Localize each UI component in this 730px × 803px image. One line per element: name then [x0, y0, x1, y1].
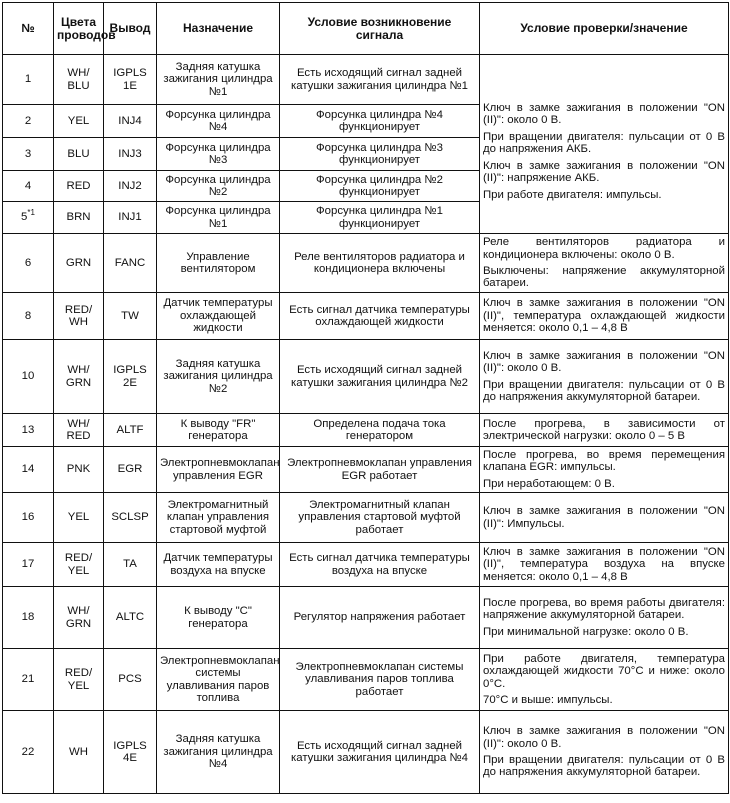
- check-paragraph: Ключ в замке зажигания в положении "ON (II)": напряжение АКБ.: [483, 159, 725, 185]
- terminal-name: INJ1: [104, 202, 157, 234]
- table-row: [3, 414, 729, 447]
- signal-condition-cell: Есть исходящий сигнал задней катушки зажигания цилиндра №2: [280, 340, 480, 414]
- purpose-cell: Задняя катушка зажигания цилиндра №1: [157, 55, 280, 105]
- signal-condition-cell: Есть сигнал датчика температуры воздуха на впуске: [280, 543, 480, 587]
- wire-color: WH: [54, 711, 104, 794]
- check-paragraph: При вращении двигателя: пульсации от 0 В до напряжения АКБ.: [483, 130, 725, 156]
- signal-condition-cell: Форсунка цилиндра №4 функционирует: [280, 105, 480, 138]
- wire-color: BLU: [54, 138, 104, 171]
- wire-color: YEL: [54, 105, 104, 138]
- terminal-name: TW: [104, 293, 157, 340]
- purpose-cell: Задняя катушка зажигания цилиндра №4: [157, 711, 280, 794]
- terminal-name: FANC: [104, 234, 157, 293]
- header-wire-color: Цвета проводов: [54, 3, 104, 55]
- terminal-name: TA: [104, 543, 157, 587]
- check-cell: [480, 414, 729, 447]
- pin-number: 17: [3, 543, 54, 587]
- terminal-name: EGR: [104, 447, 157, 493]
- check-cell: [480, 447, 729, 493]
- check-paragraph: 70°С и выше: импульсы.: [483, 693, 613, 706]
- check-paragraph: Ключ в замке зажигания в положении "ON (II)": Импульсы.: [483, 505, 725, 530]
- table-row: [3, 587, 729, 649]
- header-num: №: [3, 3, 54, 55]
- header-signal-condition: Условие возникновение сигнала: [280, 3, 480, 55]
- check-cell: [480, 587, 729, 649]
- check-cell: [480, 340, 729, 414]
- pin-number: 4: [3, 171, 54, 202]
- signal-condition-cell: Форсунка цилиндра №1 функционирует: [280, 202, 480, 234]
- footnote-mark: *1: [27, 208, 35, 218]
- purpose-cell: К выводу "FR" генератора: [157, 414, 280, 447]
- wire-color: PNK: [54, 447, 104, 493]
- signal-condition-cell: Электромагнитный клапан управления стартовой муфтой работает: [280, 493, 480, 543]
- wire-color: WH/ GRN: [54, 587, 104, 649]
- check-paragraph: Ключ в замке зажигания в положении "ON (II)": около 0 В.: [483, 102, 725, 127]
- table-row: [3, 340, 729, 414]
- pin-number: 3: [3, 138, 54, 171]
- check-cell: [480, 649, 729, 711]
- pin-number: 10: [3, 340, 54, 414]
- check-paragraph: Ключ в замке зажигания в положении "ON (II)", температура воздуха на впуске меняется: около 0,1 – 4,8 В: [483, 545, 725, 583]
- signal-condition-cell: Электропневмоклапан управления EGR работает: [280, 447, 480, 493]
- purpose-cell: Задняя катушка зажигания цилиндра №2: [157, 340, 280, 414]
- table-row: [3, 493, 729, 543]
- terminal-name: ALTC: [104, 587, 157, 649]
- signal-condition-cell: Определена подача тока генератором: [280, 414, 480, 447]
- wire-color: WH/ GRN: [54, 340, 104, 414]
- purpose-cell: Датчик температуры воздуха на впуске: [157, 543, 280, 587]
- purpose-cell: Управление вентилятором: [157, 234, 280, 293]
- header-check-condition: Условие проверки/значение: [480, 3, 729, 55]
- purpose-cell: Электропневмоклапан управления EGR: [157, 447, 280, 493]
- wire-color: WH/ BLU: [54, 55, 104, 105]
- signal-condition-cell: Регулятор напряжения работает: [280, 587, 480, 649]
- pin-number: 14: [3, 447, 54, 493]
- purpose-cell: Электропневмоклапан системы улавливания паров топлива: [157, 649, 280, 711]
- signal-condition-cell: Форсунка цилиндра №2 функционирует: [280, 171, 480, 202]
- check-paragraph: При неработающем: 0 В.: [483, 477, 615, 490]
- terminal-name: IGPLS 2E: [104, 340, 157, 414]
- purpose-cell: Форсунка цилиндра №4: [157, 105, 280, 138]
- pin-number: 1: [3, 55, 54, 105]
- pin-number: 18: [3, 587, 54, 649]
- table-row: [3, 711, 729, 794]
- wire-color: RED/ YEL: [54, 649, 104, 711]
- terminal-name: ALTF: [104, 414, 157, 447]
- purpose-cell: Электромагнитный клапан управления стартовой муфтой: [157, 493, 280, 543]
- pin-number: 21: [3, 649, 54, 711]
- check-paragraph: Реле вентиляторов радиатора и кондиционера включены: около 0 В.: [483, 236, 725, 261]
- wire-color: BRN: [54, 202, 104, 234]
- table-row: [3, 543, 729, 587]
- signal-condition-cell: Есть исходящий сигнал задней катушки зажигания цилиндра №1: [280, 55, 480, 105]
- check-paragraph: После прогрева, во время работы двигателя: напряжение аккумуляторной батареи.: [483, 596, 725, 622]
- check-paragraph: При работе двигателя, температура охлаждающей жидкости 70°С и ниже: около 0°С.: [483, 652, 725, 690]
- purpose-cell: К выводу "C" генератора: [157, 587, 280, 649]
- terminal-name: PCS: [104, 649, 157, 711]
- wire-color: YEL: [54, 493, 104, 543]
- signal-condition-cell: Есть исходящий сигнал задней катушки зажигания цилиндра №4: [280, 711, 480, 794]
- check-paragraph: Ключ в замке зажигания в положении "ON (II)", температура охлаждающей жидкости меняется: около 0,1 – 4,8 В: [483, 297, 725, 335]
- table-row: [3, 649, 729, 711]
- check-paragraph: Ключ в замке зажигания в положении "ON (II)": около 0 В.: [483, 349, 725, 375]
- terminal-name: INJ3: [104, 138, 157, 171]
- pin-number: 16: [3, 493, 54, 543]
- pin-number: 6: [3, 234, 54, 293]
- purpose-cell: Форсунка цилиндра №3: [157, 138, 280, 171]
- wire-color: RED/ YEL: [54, 543, 104, 587]
- table-row: [3, 447, 729, 493]
- check-paragraph: После прогрева, во время перемещения клапана EGR: импульсы.: [483, 448, 725, 474]
- wire-color: WH/ RED: [54, 414, 104, 447]
- pin-number: 13: [3, 414, 54, 447]
- terminal-name: IGPLS 4E: [104, 711, 157, 794]
- header-row: [3, 3, 729, 55]
- signal-condition-cell: Электропневмоклапан системы улавливания паров топлива работает: [280, 649, 480, 711]
- check-cell: [480, 543, 729, 587]
- wire-color: RED/ WH: [54, 293, 104, 340]
- table-row: [3, 234, 729, 293]
- header-purpose: Назначение: [157, 3, 280, 55]
- pin-number: [3, 202, 54, 234]
- table-row: [3, 55, 729, 105]
- check-paragraph: Ключ в замке зажигания в положении "ON (II)": около 0 В.: [483, 725, 725, 750]
- check-cell: [480, 234, 729, 293]
- purpose-cell: Датчик температуры охлаждающей жидкости: [157, 293, 280, 340]
- check-paragraph: После прогрева, в зависимости от электрической нагрузки: около 0 – 5 В: [483, 417, 725, 442]
- pin-number: 8: [3, 293, 54, 340]
- check-paragraph: При вращении двигателя: пульсации от 0 В до напряжения аккумуляторной батареи.: [483, 754, 725, 779]
- check-cell: [480, 711, 729, 794]
- terminal-name: SCLSP: [104, 493, 157, 543]
- pin-number: 2: [3, 105, 54, 138]
- check-paragraph: При минимальной нагрузке: около 0 В.: [483, 625, 689, 638]
- check-paragraph: При вращении двигателя: пульсации от 0 В до напряжения аккумуляторной батареи.: [483, 378, 725, 403]
- check-paragraph: Выключены: напряжение аккумуляторной батареи.: [483, 265, 725, 290]
- check-paragraph: При работе двигателя: импульсы.: [483, 188, 662, 201]
- table-row: [3, 293, 729, 340]
- purpose-cell: Форсунка цилиндра №2: [157, 171, 280, 202]
- signal-condition-cell: Форсунка цилиндра №3 функционирует: [280, 138, 480, 171]
- pin-number-value: 5: [21, 211, 28, 224]
- terminal-name: INJ2: [104, 171, 157, 202]
- purpose-cell: Форсунка цилиндра №1: [157, 202, 280, 234]
- pin-number: 22: [3, 711, 54, 794]
- merged-check-cell: [480, 55, 729, 234]
- header-terminal: Вывод: [104, 3, 157, 55]
- wire-color: GRN: [54, 234, 104, 293]
- terminal-name: INJ4: [104, 105, 157, 138]
- check-cell: [480, 493, 729, 543]
- check-cell: [480, 293, 729, 340]
- signal-condition-cell: Есть сигнал датчика температуры охлаждающей жидкости: [280, 293, 480, 340]
- terminal-name: IGPLS 1E: [104, 55, 157, 105]
- pinout-table: [2, 2, 729, 794]
- signal-condition-cell: Реле вентиляторов радиатора и кондиционера включены: [280, 234, 480, 293]
- wire-color: RED: [54, 171, 104, 202]
